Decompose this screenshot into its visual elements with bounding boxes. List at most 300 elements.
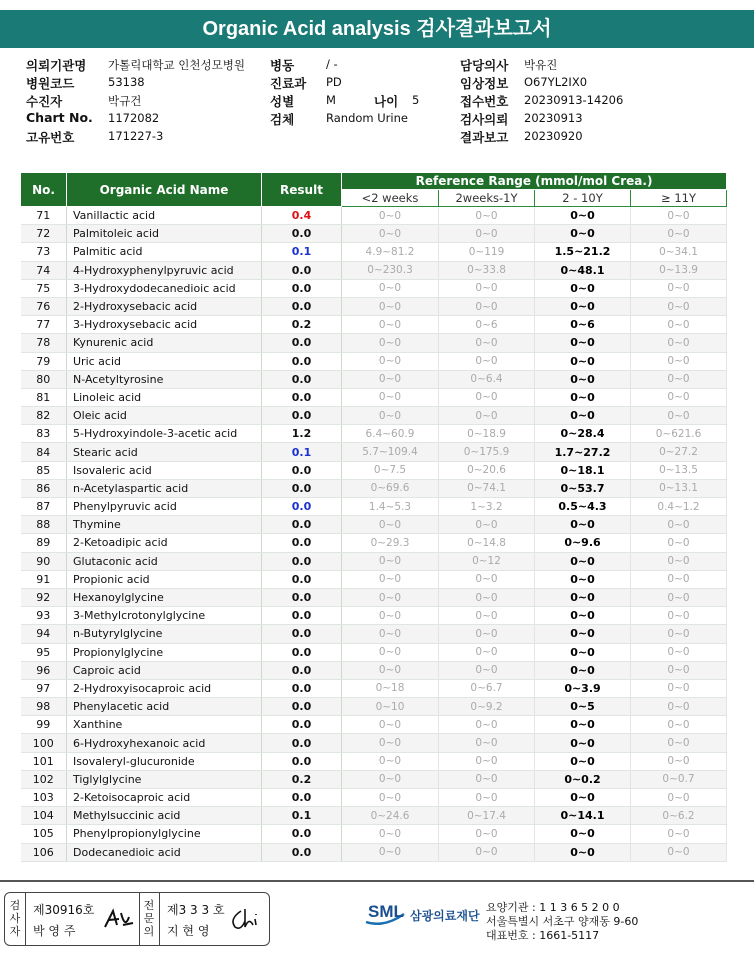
result-value: 0.0 [262, 643, 342, 661]
ref-sub-header: <2 weeks [342, 190, 439, 207]
info-value: 20230913 [524, 111, 583, 125]
ref-2w-1y: 0~0 [439, 825, 535, 843]
result-value: 0.0 [262, 407, 342, 425]
ref-ge11y: 0~621.6 [631, 425, 727, 443]
report-title: Organic Acid analysis 검사결과보고서 [0, 10, 754, 48]
ref-lt2w: 0~0 [342, 388, 439, 406]
table-row [21, 516, 727, 534]
ref-2w-1y: 0~17.4 [439, 807, 535, 825]
ref-ge11y: 0~0 [631, 843, 727, 861]
table-row [21, 661, 727, 679]
ref-2-10y: 0~0 [535, 643, 631, 661]
info-label: 진료과 [270, 76, 307, 91]
acid-name: Phenylpyruvic acid [67, 498, 262, 516]
row-number: 103 [21, 789, 67, 807]
acid-name: 3-Hydroxydodecanedioic acid [67, 279, 262, 297]
acid-name: 3-Hydroxysebacic acid [67, 316, 262, 334]
ref-lt2w: 0~0 [342, 570, 439, 588]
ref-2w-1y: 0~0 [439, 516, 535, 534]
ref-lt2w: 0~230.3 [342, 261, 439, 279]
row-number: 89 [21, 534, 67, 552]
ref-lt2w: 0~0 [342, 789, 439, 807]
table-row [21, 207, 727, 225]
ref-ge11y: 0~0 [631, 789, 727, 807]
result-value: 0.0 [262, 661, 342, 679]
ref-2-10y: 0~0.2 [535, 770, 631, 788]
table-row [21, 643, 727, 661]
result-value: 0.0 [262, 461, 342, 479]
result-value: 0.1 [262, 443, 342, 461]
sml-logo [364, 900, 494, 930]
row-number: 105 [21, 825, 67, 843]
ref-2-10y: 0~18.1 [535, 461, 631, 479]
ref-lt2w: 0~0 [342, 316, 439, 334]
info-value: 박규건 [108, 94, 142, 108]
ref-ge11y: 0~13.9 [631, 261, 727, 279]
ref-2w-1y: 0~119 [439, 243, 535, 261]
acid-name: Stearic acid [67, 443, 262, 461]
info-value: 1172082 [108, 111, 160, 125]
ref-2w-1y: 0~175.9 [439, 443, 535, 461]
ref-ge11y: 0~0 [631, 679, 727, 697]
row-number: 100 [21, 734, 67, 752]
patient-info [0, 56, 754, 148]
row-number: 106 [21, 843, 67, 861]
ref-2-10y: 0~0 [535, 716, 631, 734]
table-row [21, 261, 727, 279]
ref-lt2w: 0~69.6 [342, 479, 439, 497]
table-row [21, 770, 727, 788]
result-value: 0.0 [262, 334, 342, 352]
ref-2w-1y: 0~6.4 [439, 370, 535, 388]
table-row [21, 498, 727, 516]
row-number: 81 [21, 388, 67, 406]
footer-divider [0, 880, 754, 882]
ref-ge11y: 0~0 [631, 625, 727, 643]
age-label: 나이 [374, 94, 399, 109]
acid-name: Linoleic acid [67, 388, 262, 406]
ref-2w-1y: 0~0 [439, 588, 535, 606]
info-label: 검체 [270, 112, 295, 127]
row-number: 88 [21, 516, 67, 534]
ref-ge11y: 0~0 [631, 297, 727, 315]
ref-2w-1y: 1~3.2 [439, 498, 535, 516]
table-row [21, 407, 727, 425]
result-value: 0.0 [262, 534, 342, 552]
ref-ge11y: 0~0 [631, 588, 727, 606]
ref-ge11y: 0~0 [631, 370, 727, 388]
ref-lt2w: 0~0 [342, 297, 439, 315]
info-label: 결과보고 [460, 130, 509, 145]
acid-name: Dodecanedioic acid [67, 843, 262, 861]
ref-2w-1y: 0~14.8 [439, 534, 535, 552]
ref-2-10y: 0~3.9 [535, 679, 631, 697]
row-number: 82 [21, 407, 67, 425]
ref-lt2w: 0~0 [342, 643, 439, 661]
acid-name: Hexanoylglycine [67, 588, 262, 606]
result-value: 0.0 [262, 789, 342, 807]
result-value: 0.4 [262, 207, 342, 225]
result-value: 0.0 [262, 752, 342, 770]
ref-2w-1y: 0~0 [439, 407, 535, 425]
row-number: 73 [21, 243, 67, 261]
ref-2w-1y: 0~0 [439, 352, 535, 370]
ref-2-10y: 0~0 [535, 352, 631, 370]
ref-2w-1y: 0~0 [439, 770, 535, 788]
table-row [21, 588, 727, 606]
ref-lt2w: 0~0 [342, 625, 439, 643]
col-result-header: Result [262, 173, 342, 207]
result-value: 0.0 [262, 261, 342, 279]
result-value: 0.2 [262, 316, 342, 334]
result-value: 0.0 [262, 843, 342, 861]
ref-lt2w: 0~0 [342, 279, 439, 297]
table-row [21, 789, 727, 807]
ref-ge11y: 0~0 [631, 752, 727, 770]
ref-2w-1y: 0~0 [439, 625, 535, 643]
acid-name: Uric acid [67, 352, 262, 370]
ref-ge11y: 0~6.2 [631, 807, 727, 825]
ref-2w-1y: 0~0 [439, 334, 535, 352]
info-value: / - [326, 57, 338, 71]
info-value: O67YL2IX0 [524, 75, 588, 89]
acid-name: 6-Hydroxyhexanoic acid [67, 734, 262, 752]
ref-2w-1y: 0~12 [439, 552, 535, 570]
row-number: 76 [21, 297, 67, 315]
row-number: 99 [21, 716, 67, 734]
row-number: 102 [21, 770, 67, 788]
info-value: 20230913-14206 [524, 93, 624, 107]
table-row [21, 807, 727, 825]
ref-lt2w: 0~10 [342, 698, 439, 716]
ref-2-10y: 0~0 [535, 789, 631, 807]
ref-sub-header: 2weeks-1Y [439, 190, 535, 207]
ref-ge11y: 0~27.2 [631, 443, 727, 461]
ref-2w-1y: 0~6 [439, 316, 535, 334]
result-value: 0.0 [262, 825, 342, 843]
row-number: 83 [21, 425, 67, 443]
result-value: 0.1 [262, 243, 342, 261]
result-value: 0.0 [262, 370, 342, 388]
results-table [20, 172, 727, 862]
row-number: 75 [21, 279, 67, 297]
ref-lt2w: 6.4~60.9 [342, 425, 439, 443]
ref-2-10y: 0~0 [535, 207, 631, 225]
col-name-header: Organic Acid Name [67, 173, 262, 207]
ref-2-10y: 0~0 [535, 570, 631, 588]
contact-line: 대표번호 : 1661-5117 [486, 929, 600, 942]
acid-name: Kynurenic acid [67, 334, 262, 352]
ref-lt2w: 0~29.3 [342, 534, 439, 552]
contact-line: 서울특별시 서초구 양재동 9-60 [486, 915, 639, 928]
ref-lt2w: 0~0 [342, 825, 439, 843]
ref-ge11y: 0.4~1.2 [631, 498, 727, 516]
ref-ge11y: 0~0 [631, 552, 727, 570]
col-no-header: No. [21, 173, 67, 207]
ref-2-10y: 0~0 [535, 297, 631, 315]
table-row [21, 388, 727, 406]
ref-2w-1y: 0~0 [439, 225, 535, 243]
ref-ge11y: 0~0 [631, 207, 727, 225]
ref-ge11y: 0~0 [631, 407, 727, 425]
acid-name: Methylsuccinic acid [67, 807, 262, 825]
specialist-label: 전 문 의 [143, 899, 155, 938]
ref-lt2w: 0~0 [342, 716, 439, 734]
ref-2w-1y: 0~0 [439, 207, 535, 225]
ref-lt2w: 0~0 [342, 334, 439, 352]
table-row [21, 552, 727, 570]
ref-2w-1y: 0~0 [439, 388, 535, 406]
row-number: 104 [21, 807, 67, 825]
ref-2-10y: 0~9.6 [535, 534, 631, 552]
result-value: 0.0 [262, 352, 342, 370]
result-value: 0.1 [262, 807, 342, 825]
info-label: 수진자 [26, 94, 63, 109]
ref-2-10y: 0~0 [535, 552, 631, 570]
ref-ge11y: 0~0 [631, 534, 727, 552]
acid-name: Glutaconic acid [67, 552, 262, 570]
ref-2-10y: 0~0 [535, 825, 631, 843]
examiner-name: 박 영 주 [33, 924, 76, 938]
ref-2w-1y: 0~9.2 [439, 698, 535, 716]
info-label: 임상정보 [460, 76, 509, 91]
ref-ge11y: 0~0 [631, 661, 727, 679]
table-row [21, 625, 727, 643]
acid-name: 2-Hydroxysebacic acid [67, 297, 262, 315]
table-row [21, 479, 727, 497]
acid-name: Caproic acid [67, 661, 262, 679]
ref-lt2w: 0~0 [342, 588, 439, 606]
result-value: 0.0 [262, 588, 342, 606]
table-row [21, 679, 727, 697]
row-number: 97 [21, 679, 67, 697]
ref-ge11y: 0~0 [631, 388, 727, 406]
ref-lt2w: 0~0 [342, 370, 439, 388]
ref-2-10y: 0~0 [535, 625, 631, 643]
row-number: 101 [21, 752, 67, 770]
ref-lt2w: 0~0 [342, 734, 439, 752]
ref-2-10y: 0~53.7 [535, 479, 631, 497]
ref-lt2w: 0~0 [342, 516, 439, 534]
table-row [21, 370, 727, 388]
ref-ge11y: 0~0 [631, 570, 727, 588]
table-row [21, 352, 727, 370]
table-row [21, 461, 727, 479]
table-row [21, 534, 727, 552]
acid-name: Phenylacetic acid [67, 698, 262, 716]
table-row [21, 279, 727, 297]
info-label: 의뢰기관명 [26, 58, 87, 73]
row-number: 79 [21, 352, 67, 370]
specialist-license: 제3 3 3 호 [167, 903, 225, 917]
table-row [21, 734, 727, 752]
info-label: 병동 [270, 58, 295, 73]
ref-ge11y: 0~0 [631, 279, 727, 297]
ref-sub-header: 2 - 10Y [535, 190, 631, 207]
row-number: 90 [21, 552, 67, 570]
result-value: 1.2 [262, 425, 342, 443]
row-number: 85 [21, 461, 67, 479]
ref-2w-1y: 0~74.1 [439, 479, 535, 497]
ref-2w-1y: 0~0 [439, 734, 535, 752]
ref-ge11y: 0~0 [631, 825, 727, 843]
ref-ge11y: 0~0 [631, 734, 727, 752]
table-row [21, 825, 727, 843]
ref-2-10y: 0~0 [535, 661, 631, 679]
examiner-label [8, 899, 22, 938]
ref-ge11y: 0~0 [631, 643, 727, 661]
contact-line: 요양기관 : 1 1 3 6 5 2 0 0 [486, 901, 620, 914]
acid-name: 5-Hydroxyindole-3-acetic acid [67, 425, 262, 443]
ref-lt2w: 0~0 [342, 407, 439, 425]
row-number: 96 [21, 661, 67, 679]
acid-name: Phenylpropionylglycine [67, 825, 262, 843]
info-label: Chart No. [26, 110, 93, 125]
result-value: 0.0 [262, 388, 342, 406]
col-ref-header: Reference Range (mmol/mol Crea.) [342, 173, 727, 190]
result-value: 0.0 [262, 279, 342, 297]
ref-lt2w: 4.9~81.2 [342, 243, 439, 261]
info-value: 가톨릭대학교 인천성모병원 [108, 58, 245, 72]
ref-lt2w: 0~0 [342, 225, 439, 243]
acid-name: Xanthine [67, 716, 262, 734]
ref-2w-1y: 0~18.9 [439, 425, 535, 443]
ref-lt2w: 0~0 [342, 352, 439, 370]
acid-name: 2-Hydroxyisocaproic acid [67, 679, 262, 697]
acid-name: Propionic acid [67, 570, 262, 588]
ref-2-10y: 0~0 [535, 334, 631, 352]
ref-lt2w: 0~18 [342, 679, 439, 697]
row-number: 86 [21, 479, 67, 497]
acid-name: Tiglylglycine [67, 770, 262, 788]
ref-lt2w: 1.4~5.3 [342, 498, 439, 516]
info-value: PD [326, 75, 342, 89]
result-value: 0.0 [262, 498, 342, 516]
ref-ge11y: 0~0.7 [631, 770, 727, 788]
ref-2w-1y: 0~0 [439, 843, 535, 861]
ref-sub-header: ≥ 11Y [631, 190, 727, 207]
ref-lt2w: 0~0 [342, 661, 439, 679]
info-label: 고유번호 [26, 130, 75, 145]
ref-ge11y: 0~34.1 [631, 243, 727, 261]
acid-name: 3-Methylcrotonylglycine [67, 607, 262, 625]
ref-2-10y: 0~0 [535, 752, 631, 770]
info-label: 성별 [270, 94, 295, 109]
contact-info [486, 901, 638, 943]
ref-lt2w: 0~0 [342, 752, 439, 770]
ref-lt2w: 0~7.5 [342, 461, 439, 479]
info-value: 53138 [108, 75, 145, 89]
result-value: 0.0 [262, 679, 342, 697]
table-row [21, 698, 727, 716]
ref-lt2w: 0~0 [342, 843, 439, 861]
row-number: 80 [21, 370, 67, 388]
table-row [21, 716, 727, 734]
result-value: 0.0 [262, 479, 342, 497]
result-value: 0.0 [262, 570, 342, 588]
ref-ge11y: 0~13.5 [631, 461, 727, 479]
acid-name: N-Acetyltyrosine [67, 370, 262, 388]
ref-2-10y: 0~0 [535, 516, 631, 534]
acid-name: n-Acetylaspartic acid [67, 479, 262, 497]
ref-2w-1y: 0~33.8 [439, 261, 535, 279]
ref-2w-1y: 0~0 [439, 643, 535, 661]
ref-2-10y: 0~0 [535, 388, 631, 406]
acid-name: 4-Hydroxyphenylpyruvic acid [67, 261, 262, 279]
ref-lt2w: 0~0 [342, 770, 439, 788]
table-row [21, 225, 727, 243]
row-number: 71 [21, 207, 67, 225]
table-row [21, 243, 727, 261]
info-value: 박유진 [524, 58, 558, 72]
table-row [21, 316, 727, 334]
acid-name: n-Butyrylglycine [67, 625, 262, 643]
ref-ge11y: 0~0 [631, 716, 727, 734]
row-number: 78 [21, 334, 67, 352]
info-label: 병원코드 [26, 76, 75, 91]
acid-name: Palmitoleic acid [67, 225, 262, 243]
ref-2-10y: 0~0 [535, 607, 631, 625]
ref-lt2w: 5.7~109.4 [342, 443, 439, 461]
examiner-signature [101, 905, 135, 933]
ref-ge11y: 0~13.1 [631, 479, 727, 497]
row-number: 94 [21, 625, 67, 643]
ref-2w-1y: 0~0 [439, 716, 535, 734]
info-label: 검사의뢰 [460, 112, 509, 127]
ref-2-10y: 0~48.1 [535, 261, 631, 279]
ref-ge11y: 0~0 [631, 225, 727, 243]
table-row [21, 425, 727, 443]
ref-2-10y: 0~0 [535, 588, 631, 606]
acid-name: Vanillactic acid [67, 207, 262, 225]
result-value: 0.0 [262, 516, 342, 534]
examiner-license: 제30916호 [33, 903, 95, 917]
result-value: 0.0 [262, 625, 342, 643]
row-number: 77 [21, 316, 67, 334]
ref-lt2w: 0~0 [342, 552, 439, 570]
ref-2-10y: 0~14.1 [535, 807, 631, 825]
info-value: Random Urine [326, 111, 408, 125]
result-value: 0.0 [262, 716, 342, 734]
row-number: 95 [21, 643, 67, 661]
specialist-name: 지 현 영 [167, 924, 210, 938]
ref-2-10y: 1.5~21.2 [535, 243, 631, 261]
table-row [21, 607, 727, 625]
acid-name: 2-Ketoadipic acid [67, 534, 262, 552]
row-number: 72 [21, 225, 67, 243]
acid-name: Propionylglycine [67, 643, 262, 661]
ref-2-10y: 0~28.4 [535, 425, 631, 443]
ref-2-10y: 0~6 [535, 316, 631, 334]
ref-2-10y: 0~0 [535, 734, 631, 752]
specialist-signature [227, 905, 261, 933]
result-value: 0.0 [262, 607, 342, 625]
logo-text: SML [368, 902, 404, 921]
ref-lt2w: 0~0 [342, 207, 439, 225]
ref-2w-1y: 0~0 [439, 661, 535, 679]
info-value: M [326, 93, 336, 107]
ref-2w-1y: 0~0 [439, 279, 535, 297]
table-row [21, 443, 727, 461]
examiner-label-char: 검 사 자 [9, 899, 21, 938]
ref-ge11y: 0~0 [631, 698, 727, 716]
ref-ge11y: 0~0 [631, 316, 727, 334]
ref-lt2w: 0~0 [342, 607, 439, 625]
info-value: 171227-3 [108, 129, 164, 143]
ref-2-10y: 0~0 [535, 843, 631, 861]
ref-2w-1y: 0~0 [439, 570, 535, 588]
signature-box [4, 892, 270, 946]
